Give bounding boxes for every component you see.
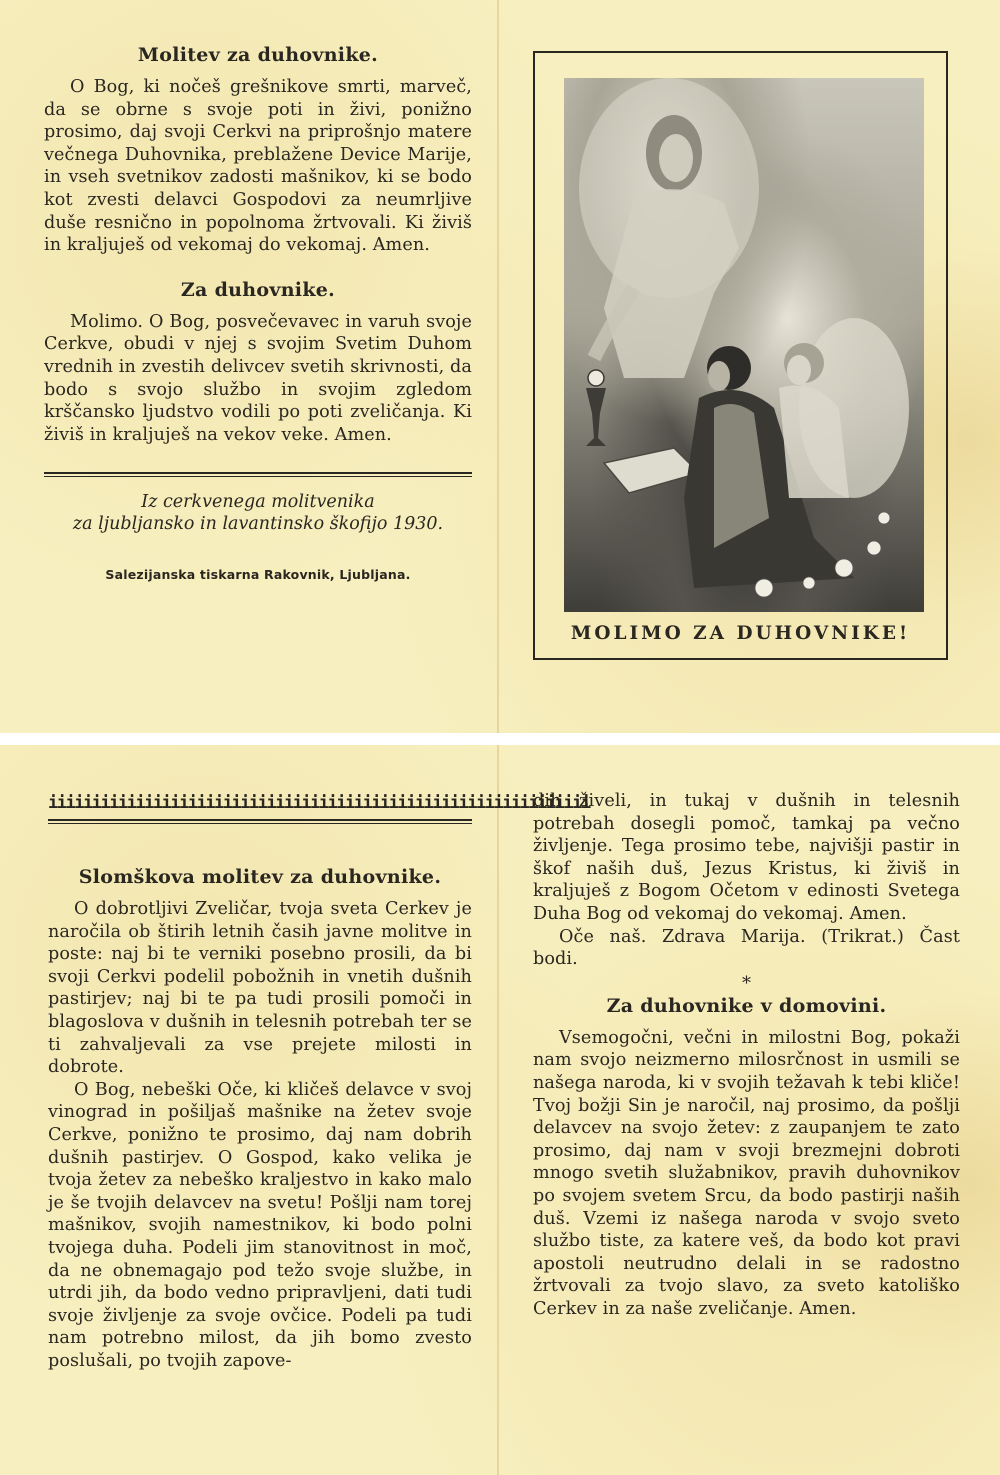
angel-face: [787, 355, 811, 385]
open-book: [604, 448, 699, 493]
devotional-image: [564, 78, 924, 612]
ornamental-tick-border: iiiiiiiiiiiiiiiiiiiiiiiiiiiiiiiiiiiiiiiiiiiiiiiiiiiiiiiiiiiiii: [48, 793, 590, 813]
source-line-2: za ljubljansko in lavantinsko škofijo 1930.: [72, 514, 444, 535]
top-left-page: [44, 44, 472, 582]
bottom-sheet: [0, 745, 1000, 1475]
holy-card-frame: [533, 51, 948, 660]
host: [588, 370, 604, 386]
printer-imprint: Salezijanska tiskarna Rakovnik, Ljubljana.: [105, 567, 411, 583]
double-rule-divider: [44, 472, 472, 477]
asterisk-separator: *: [742, 972, 751, 994]
devotional-illustration: [564, 78, 924, 612]
source-citation: [44, 491, 472, 535]
priest-face: [708, 361, 730, 391]
fold-line: [497, 0, 499, 733]
bottom-left-page: [48, 793, 590, 1372]
fold-line: [497, 745, 499, 1475]
source-line-1: Iz cerkvenega molitvenika: [141, 492, 375, 513]
prayer-text-continuation: dih živeli, in tukaj v dušnih in telesnih potrebah dosegli pomoč, tamkaj pa večno življenje. Tega prosimo tebe, najvišji pastir in škof naših duš, Jezus Kristus, ki živiš in kraljuješ z Bogom Očetom v edinosti Svetega Duha Bog od vekomaj do vekomaj. Amen.: [533, 791, 960, 924]
prayer-text-slomskova-2: O Bog, nebeški Oče, ki kličeš delavce v svoj vinograd in pošiljaš mašnike na žetev svoje Cerkve, ponižno te prosimo, daj nam dobrih dušnih pastirjev. O Gospod, kako velika je tvoja žetev za nebeško kraljestvo in kako malo je še tvojih delavcev na svetu! Pošlji nam torej mašnikov, svojih namestnikov, ki bodo polni tvojega duha. Podeli jim stanovitnost in moč, da ne obnemagajo pod težo svoje službe, in utrdi jih, da bodo vedno pripravljeni, dati tudi svoje življenje za svoje ovčice. Podeli pa tudi nam potrebno milost, da jih bomo zvesto poslušali, po tvojih zapove-: [48, 1079, 472, 1371]
prayer-text-domovini: Vsemogočni, večni in milostni Bog, pokaži nam svojo neizmerno milosrčnost in usmili se našega naroda, ki v svojih težavah k tebi kliče! Tvoj božji Sin je naročil, naj prosimo, da pošlji delavcev na svojo žetev: z zaupanjem te zato prosimo, daj nam v svoji brezmejni dobroti mnogo svetih služabnikov, pravih duhovnikov po svojem svetem Srcu, da bodo pastirji naših duš. Vzemi iz našega naroda v svojo sveto službo tiste, za katere veš, da bodo kot pravi apostoli neutrudno delali in se radostno žrtvovali za tvojo slavo, za sveto katoliško Cerkev in za naše zveličanje. Amen.: [533, 1027, 960, 1319]
holy-card-caption: MOLIMO ZA DUHOVNIKE!: [570, 623, 911, 644]
bottom-right-page: [533, 790, 960, 1320]
prayer-title-domovini: Za duhovnike v domovini.: [606, 994, 887, 1017]
prayer-title-molitev: Molitev za duhovnike.: [137, 44, 379, 66]
prayer-text-oce-nas: Oče naš. Zdrava Marija. (Trikrat.) Čast bodi.: [533, 926, 960, 970]
chalice: [586, 388, 606, 446]
prayer-text-molitev: O Bog, ki nočeš grešnikove smrti, marveč, da se obrne s svoje poti in živi, ponižno prosimo, daj svoji Cerkvi na priprošnjo matere večnega Duhovnika, preblažene Device Marije, in vseh svetnikov zadosti mašnikov, ki se bodo kot zvesti delavci Gospodovi za neumrljive duše resnično in popolnoma žrtvovali. Ki živiš in kraljuješ od vekomaj do vekomaj. Amen.: [44, 77, 472, 256]
christ-face: [659, 134, 693, 182]
prayer-text-za-duhovnike: Molimo. O Bog, posvečevavec in varuh svoje Cerkve, obudi v njej s svojim Svetim Duhom vrednih in zvestih delivcev svetih skrivnosti, da bodo s svojo službo in svojim zgledom krščansko ljudstvo vodili po poti zveličanja. Ki živiš in kraljuješ na vekov veke. Amen.: [44, 311, 472, 445]
prayer-title-za-duhovnike: Za duhovnike.: [180, 278, 336, 301]
prayer-text-slomskova-1: O dobrotljivi Zveličar, tvoja sveta Cerkev je naročila ob štirih letnih časih javne molitve in poste: naj bi te verniki posebno prosili, da bi svoji Cerkvi podelil pobožnih in vnetih dušnih pastirjev; naj bi te pa tudi prosili pomoči in blagoslova v dušnih in telesnih potrebah ter se ti zahvaljevali za vse prejete milosti in dobrote.: [48, 899, 472, 1078]
prayer-title-slomskova: Slomškova molitev za duhovnike.: [78, 866, 442, 888]
top-sheet: [0, 0, 1000, 733]
